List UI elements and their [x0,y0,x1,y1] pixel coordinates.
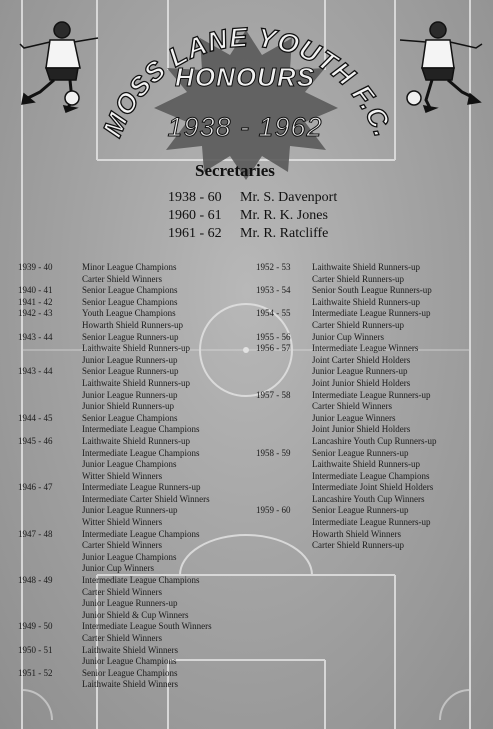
honour-row [256,320,486,332]
honour-entry: Intermediate League South Winners [82,621,212,632]
honour-entry: Intermediate League Winners [312,343,419,354]
honour-row [256,378,486,390]
honour-season: 1944 - 45 [18,412,53,423]
honour-entry: Senior South League Runners-up [312,285,432,296]
honour-row [18,552,243,564]
honour-row [18,366,243,378]
honour-entry: Junior Shield Runners-up [82,401,174,412]
honour-row [18,633,243,645]
honour-row [256,285,486,297]
honour-row [18,679,243,691]
honour-row [256,448,486,460]
honour-row [256,390,486,402]
honour-row [18,448,243,460]
honour-entry: Youth League Champions [82,308,176,319]
honour-row [18,401,243,413]
honour-entry: Witter Shield Winners [82,517,163,528]
honour-row [18,297,243,309]
honour-row [256,517,486,529]
honour-row [18,285,243,297]
honour-row [18,378,243,390]
honour-row [18,645,243,657]
honour-season: 1943 - 44 [18,366,53,377]
honour-row [18,563,243,575]
honour-entry: Junior League Runners-up [82,598,178,609]
honour-row [18,262,243,274]
secretaries-heading: Secretaries [195,161,275,180]
honour-row [18,598,243,610]
honour-entry: Junior League Runners-up [312,366,408,377]
honour-entry: Lancashire Youth Cup Runners-up [312,435,437,446]
honour-entry: Intermediate League Champions [82,424,200,435]
honour-row [18,424,243,436]
honour-season: 1949 - 50 [18,621,53,632]
honour-entry: Senior League Champions [82,285,178,296]
honour-entry: Intermediate League Runners-up [312,389,431,400]
honour-season: 1939 - 40 [18,262,53,272]
secretary-years: 1938 - 60 [168,190,222,205]
honour-row [256,355,486,367]
honour-entry: Junior League Champions [82,656,177,667]
honour-entry: Lancashire Youth Cup Winners [312,493,425,504]
honour-entry: Intermediate League Champions [82,447,200,458]
honour-entry: Carter Shield Runners-up [312,319,404,330]
honour-row [256,366,486,378]
honour-entry: Carter Shield Winners [82,633,162,643]
honour-entry: Laithwaite Shield Runners-up [312,296,420,307]
honour-entry: Joint Junior Shield Holders [312,424,411,435]
honour-row [18,575,243,587]
footballer-right-icon [396,18,486,113]
honour-row [18,355,243,367]
honour-entry: Carter Shield Winners [312,401,392,412]
honour-entry: Senior League Runners-up [82,366,179,377]
honour-entry: Carter Shield Winners [82,540,162,551]
honour-row [18,668,243,680]
honour-season: 1947 - 48 [18,528,53,539]
honour-row [18,540,243,552]
honour-row [256,343,486,355]
honour-entry: Intermediate League Runners-up [312,308,431,319]
honour-row [18,656,243,668]
honour-row [18,390,243,402]
honour-season: 1955 - 56 [256,331,291,342]
honour-row [256,413,486,425]
honour-entry: Intermediate League Runners-up [312,517,431,528]
honour-entry: Junior League Champions [82,551,177,562]
honour-entry: Intermediate League Champions [312,470,430,481]
secretary-name: Mr. S. Davenport [240,190,338,205]
honour-entry: Senior League Champions [82,296,178,307]
honour-entry: Laithwaite Shield Winners [82,644,178,655]
honour-row [256,459,486,471]
honour-row [256,505,486,517]
honour-entry: Junior Cup Winners [82,563,154,574]
secretary-row [168,190,337,206]
honour-entry: Junior Cup Winners [312,331,384,342]
honour-season: 1941 - 42 [18,296,53,307]
honour-row [18,332,243,344]
honour-entry: Laithwaite Shield Runners-up [82,343,190,354]
honour-season: 1940 - 41 [18,285,53,296]
honour-row [18,517,243,529]
honour-entry: Junior League Champions [82,459,177,470]
honour-entry: Junior League Winners [312,412,396,423]
honour-season: 1952 - 53 [256,262,291,272]
honour-entry: Senior League Runners-up [312,505,409,516]
honour-entry: Intermediate League Champions [82,575,200,586]
honour-entry: Laithwaite Shield Winners [82,679,178,690]
honours-list-right [256,262,486,552]
honour-season: 1946 - 47 [18,482,53,493]
honour-row [256,471,486,483]
honour-season: 1951 - 52 [18,667,53,678]
honour-row [256,297,486,309]
secretary-row [168,226,328,242]
honour-entry: Senior League Runners-up [82,331,179,342]
honour-row [256,262,486,274]
secretary-years: 1960 - 61 [168,208,222,223]
honour-entry: Junior League Runners-up [82,505,178,516]
honour-season: 1953 - 54 [256,285,291,296]
honour-entry: Laithwaite Shield Runners-up [312,262,420,272]
honour-row [18,587,243,599]
honour-row [18,436,243,448]
honour-row [18,505,243,517]
honour-row [18,320,243,332]
honours-list-left [18,262,243,691]
honour-entry: Carter Shield Runners-up [312,273,404,284]
honour-entry: Minor League Champions [82,262,177,272]
honour-row [18,529,243,541]
honour-entry: Joint Carter Shield Holders [312,354,411,365]
honour-entry: Intermediate League Runners-up [82,482,201,493]
honour-season: 1942 - 43 [18,308,53,319]
honour-row [18,274,243,286]
honour-entry: Howarth Shield Runners-up [82,319,183,330]
secretary-row [168,208,328,224]
honour-entry: Laithwaite Shield Runners-up [312,459,420,470]
honour-entry: Laithwaite Shield Runners-up [82,435,190,446]
honour-season: 1959 - 60 [256,505,291,516]
secretary-years: 1961 - 62 [168,226,222,241]
honour-row [256,401,486,413]
honour-entry: Intermediate Joint Shield Holders [312,482,434,493]
honour-row [18,459,243,471]
honour-row [256,494,486,506]
honour-row [256,308,486,320]
honour-row [18,413,243,425]
honour-row [256,332,486,344]
honour-entry: Carter Shield Winners [82,586,162,597]
honour-row [18,471,243,483]
honour-row [18,482,243,494]
honour-row [18,621,243,633]
honour-entry: Carter Shield Winners [82,273,162,284]
honour-row [256,482,486,494]
honour-row [256,529,486,541]
honour-season: 1958 - 59 [256,447,291,458]
honour-season: 1950 - 51 [18,644,53,655]
secretary-name: Mr. R. K. Jones [240,208,328,223]
honours-title: HONOURS [175,62,315,92]
honour-row [18,343,243,355]
honour-row [18,494,243,506]
honour-entry: Intermediate Carter Shield Winners [82,493,210,504]
honour-row [256,540,486,552]
honour-entry: Howarth Shield Winners [312,528,401,539]
honour-row [256,424,486,436]
honour-entry: Junior League Runners-up [82,389,178,400]
honour-entry: Laithwaite Shield Runners-up [82,377,190,388]
honour-entry: Senior League Champions [82,412,178,423]
club-title: MOSS LANE YOUTH F.C. [97,22,399,142]
honour-row [18,610,243,622]
honour-row [256,274,486,286]
years-span: 1938 - 1962 [167,112,323,142]
honour-entry: Intermediate League Champions [82,528,200,539]
honour-season: 1945 - 46 [18,435,53,446]
honour-season: 1948 - 49 [18,575,53,586]
honour-entry: Junior Shield & Cup Winners [82,609,189,620]
honour-season: 1943 - 44 [18,331,53,342]
secretary-name: Mr. R. Ratcliffe [240,226,329,241]
honour-season: 1957 - 58 [256,389,291,400]
honour-entry: Witter Shield Winners [82,470,163,481]
honour-entry: Senior League Runners-up [312,447,409,458]
honour-season: 1954 - 55 [256,308,291,319]
honour-entry: Senior League Champions [82,667,178,678]
honour-entry: Carter Shield Runners-up [312,540,404,551]
footballer-left-icon [10,18,100,113]
honour-entry: Joint Junior Shield Holders [312,377,411,388]
honour-row [18,308,243,320]
honour-entry: Junior League Runners-up [82,354,178,365]
honour-season: 1956 - 57 [256,343,291,354]
honour-row [256,436,486,448]
